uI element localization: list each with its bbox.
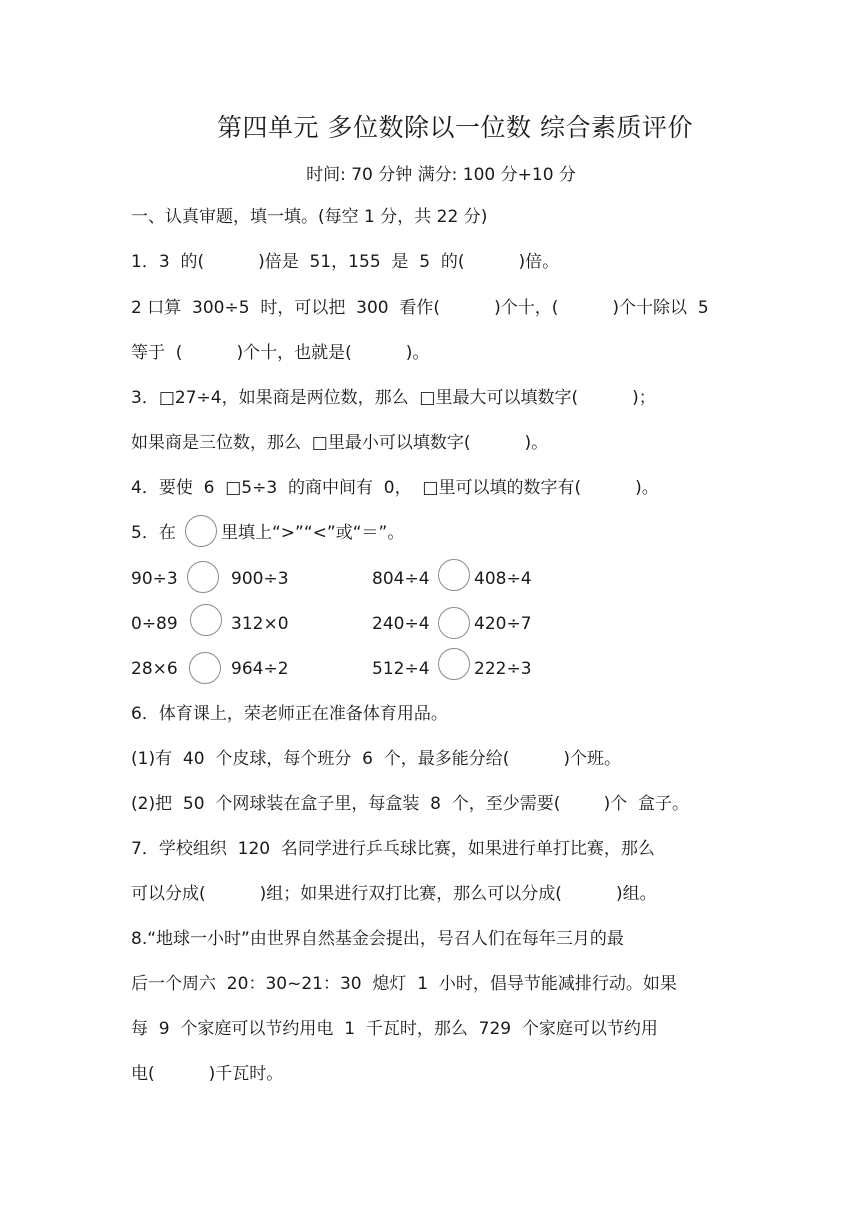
comparison-left-expression: 90÷3: [131, 569, 178, 589]
answer-circle[interactable]: [187, 561, 219, 593]
comparison-right-expression: 964÷2: [231, 659, 289, 679]
question-7-line-2: 可以分成( )组；如果进行双打比赛，那么可以分成( )组。: [131, 884, 657, 904]
answer-circle[interactable]: [190, 604, 222, 636]
answer-circle[interactable]: [189, 652, 221, 684]
question-4: 4．要使 6 □5÷3 的商中间有 0， □里可以填的数字有( )。: [131, 478, 659, 498]
question-7-line-1: 7．学校组织 120 名同学进行乒乓球比赛，如果进行单打比赛，那么: [131, 839, 655, 859]
comparison-right-expression: 420÷7: [474, 614, 532, 634]
question-8-line-3: 每 9 个家庭可以节约用电 1 千瓦时，那么 729 个家庭可以节约用: [131, 1019, 658, 1039]
comparison-right-expression: 408÷4: [474, 569, 532, 589]
question-8-line-1: 8.“地球一小时”由世界自然基金会提出，号召人们在每年三月的最: [131, 929, 624, 949]
question-8-line-4: 电( )千瓦时。: [131, 1064, 284, 1084]
question-8-line-2: 后一个周六 20：30~21：30 熄灯 1 小时，倡导节能减排行动。如果: [131, 974, 677, 994]
comparison-left-expression: 240÷4: [372, 614, 430, 634]
section-heading: 一、认真审题，填一填。(每空 1 分，共 22 分): [131, 207, 488, 227]
comparison-right-expression: 222÷3: [474, 659, 532, 679]
comparison-right-expression: 900÷3: [231, 569, 289, 589]
question-6: 6．体育课上，荣老师正在准备体育用品。: [131, 704, 448, 724]
answer-circle[interactable]: [185, 515, 217, 547]
exam-info: 时间: 70 分钟 满分: 100 分+10 分: [306, 165, 576, 185]
question-5-instruction: 里填上“>”“<”或“＝”。: [221, 523, 405, 543]
question-1: 1．3 的( )倍是 51，155 是 5 的( )倍。: [131, 252, 560, 272]
question-3-line-2: 如果商是三位数，那么 □里最小可以填数字( )。: [131, 433, 549, 453]
answer-circle[interactable]: [438, 607, 470, 639]
comparison-left-expression: 804÷4: [372, 569, 430, 589]
comparison-left-expression: 0÷89: [131, 614, 178, 634]
answer-circle[interactable]: [438, 559, 470, 591]
question-3-line-1: 3．□27÷4，如果商是两位数，那么 □里最大可以填数字( )；: [131, 388, 656, 408]
comparison-left-expression: 28×6: [131, 659, 178, 679]
page-title: 第四单元 多位数除以一位数 综合素质评价: [217, 113, 693, 142]
question-2-line-2: 等于 ( )个十，也就是( )。: [131, 343, 430, 363]
question-6-part-2: (2)把 50 个网球装在盒子里，每盒装 8 个，至少需要( )个 盒子。: [131, 794, 690, 814]
comparison-right-expression: 312×0: [231, 614, 289, 634]
question-6-part-1: (1)有 40 个皮球，每个班分 6 个，最多能分给( )个班。: [131, 749, 622, 769]
question-2-line-1: 2 口算 300÷5 时，可以把 300 看作( )个十，( )个十除以 5: [131, 298, 709, 318]
question-5-prefix: 5．在: [131, 523, 176, 543]
answer-circle[interactable]: [438, 648, 470, 680]
comparison-left-expression: 512÷4: [372, 659, 430, 679]
